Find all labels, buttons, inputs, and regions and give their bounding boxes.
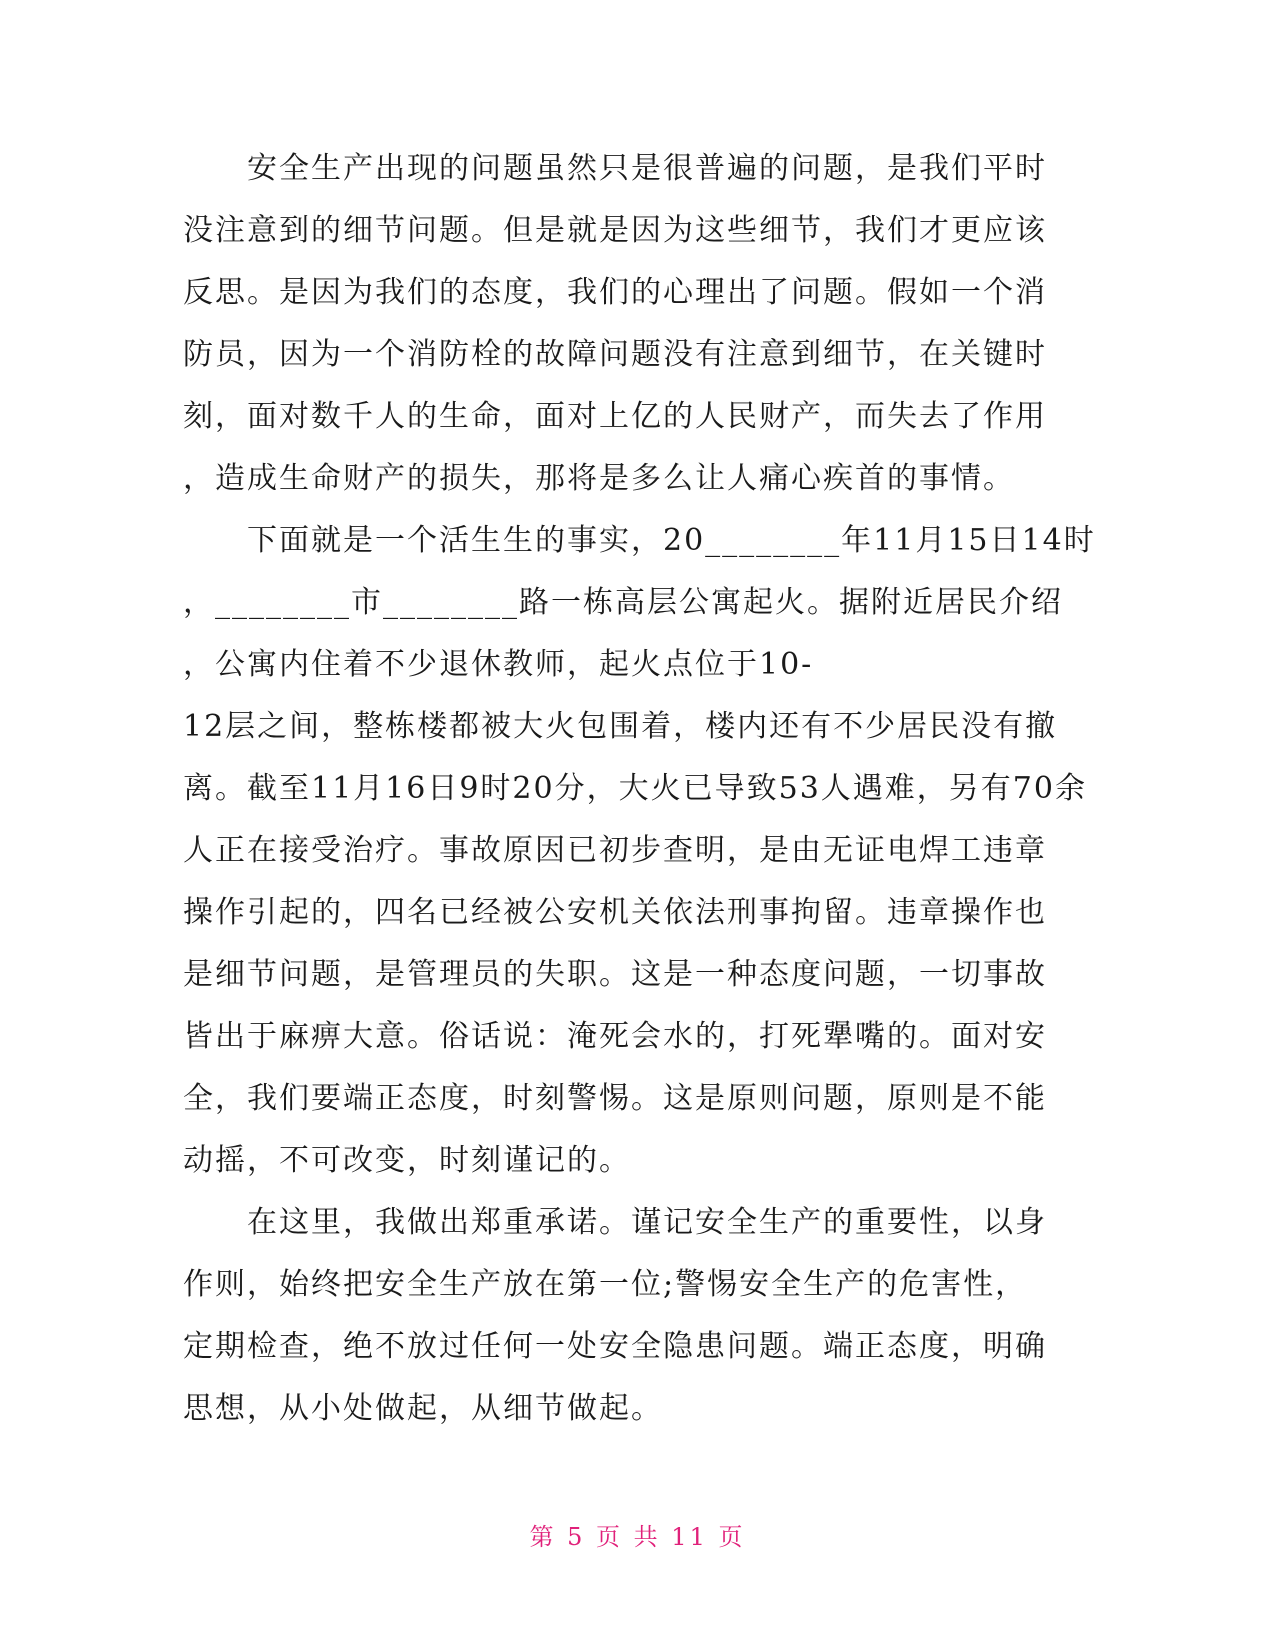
text-line: 下面就是一个活生生的事实，20________年11月15日14时 [183, 523, 1096, 558]
text-line: 在这里，我做出郑重承诺。谨记安全生产的重要性，以身 [183, 1205, 1047, 1240]
text-line: ，公寓内住着不少退休教师，起火点位于10- [183, 647, 814, 682]
text-line: 皆出于麻痹大意。俗话说：淹死会水的，打死犟嘴的。面对安 [183, 1019, 1047, 1054]
text-line: 刻，面对数千人的生命，面对上亿的人民财产，而失去了作用 [183, 399, 1047, 434]
page-number: 第 5 页 共 11 页 [529, 1523, 746, 1551]
text-line: 12层之间，整栋楼都被大火包围着，楼内还有不少居民没有撤 [183, 709, 1058, 744]
text-line: 防员，因为一个消防栓的故障问题没有注意到细节，在关键时 [183, 337, 1047, 372]
text-line: 动摇，不可改变，时刻谨记的。 [183, 1143, 631, 1178]
text-line: 没注意到的细节问题。但是就是因为这些细节，我们才更应该 [183, 213, 1047, 248]
document-body [183, 138, 1096, 1440]
text-line: 全，我们要端正态度，时刻警惕。这是原则问题，原则是不能 [183, 1081, 1047, 1116]
text-line: 人正在接受治疗。事故原因已初步查明，是由无证电焊工违章 [183, 833, 1047, 868]
text-line: 反思。是因为我们的态度，我们的心理出了问题。假如一个消 [183, 275, 1047, 310]
text-line: 操作引起的，四名已经被公安机关依法刑事拘留。违章操作也 [183, 895, 1047, 930]
text-line: ，造成生命财产的损失，那将是多么让人痛心疾首的事情。 [183, 461, 1015, 496]
text-line: 是细节问题，是管理员的失职。这是一种态度问题，一切事故 [183, 957, 1047, 992]
text-line: 安全生产出现的问题虽然只是很普遍的问题，是我们平时 [183, 151, 1047, 186]
text-line: 定期检查，绝不放过任何一处安全隐患问题。端正态度，明确 [183, 1329, 1047, 1364]
text-line: 思想，从小处做起，从细节做起。 [183, 1391, 663, 1426]
text-line: ，________市________路一栋高层公寓起火。据附近居民介绍 [183, 585, 1063, 620]
text-line: 作则，始终把安全生产放在第一位;警惕安全生产的危害性， [183, 1267, 1028, 1302]
text-line: 离。截至11月16日9时20分，大火已导致53人遇难，另有70余 [183, 771, 1087, 806]
